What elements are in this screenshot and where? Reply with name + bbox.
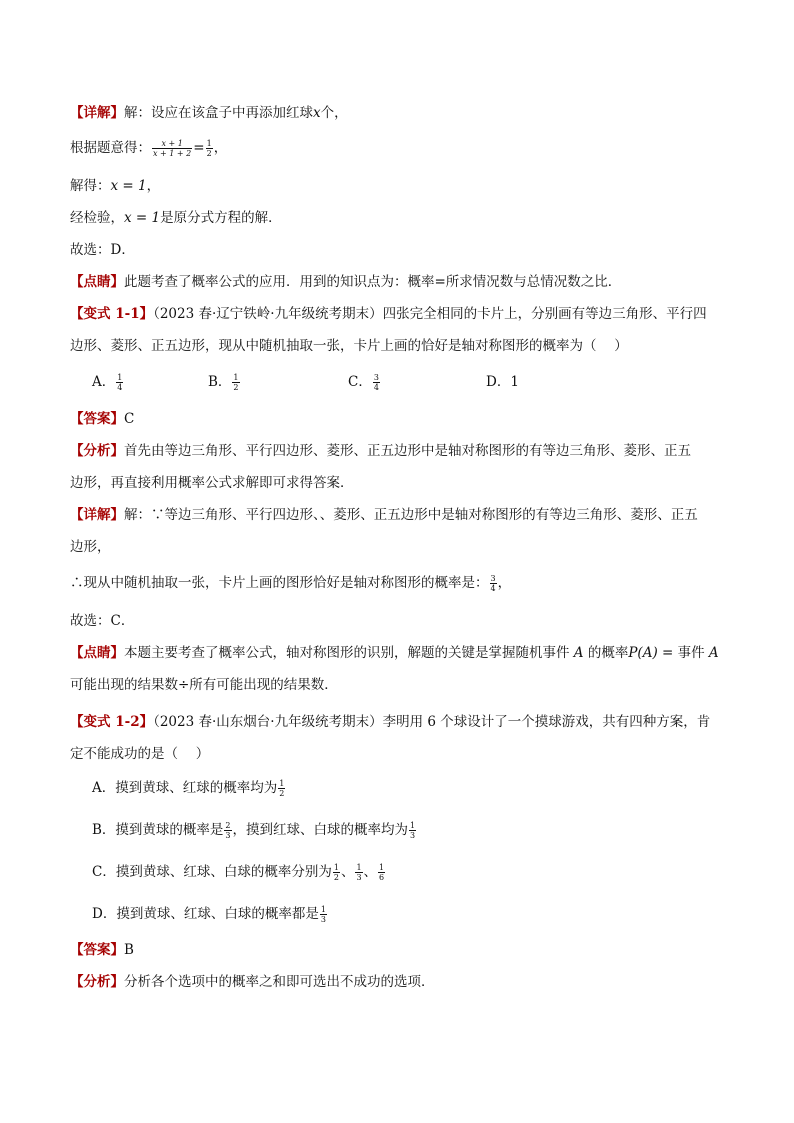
choice-fraction [355, 863, 362, 882]
variable-x: x [313, 105, 321, 121]
detail-line-2 [70, 506, 698, 524]
comment-text: 的概率 [583, 645, 629, 661]
choice-text: B．摸到黄球的概率是 [92, 822, 224, 838]
answer-value: C [124, 411, 135, 427]
fraction-lhs [152, 139, 192, 158]
separator: 、 [363, 864, 378, 880]
option-fraction [373, 373, 380, 392]
answer-tag: 【答案】 [70, 411, 124, 427]
fraction-denominator: 2 [206, 149, 212, 158]
option-label: B． [208, 374, 232, 390]
fraction-denominator: 3 [356, 873, 362, 882]
fraction-numerator: x + 1 [152, 139, 192, 149]
answer-tag: 【答案】 [70, 942, 124, 958]
option-label: A． [92, 374, 116, 390]
check-tail: 是原分式方程的解． [160, 210, 282, 226]
fraction-denominator: 3 [410, 831, 416, 840]
variant-text: 定不能成功的是（ ） [70, 746, 210, 762]
comment-tag: 【点睛】 [70, 645, 124, 661]
analysis-line-2 [70, 474, 354, 492]
solution-math: x = 1 [110, 178, 147, 194]
equals-sign: = [193, 140, 205, 156]
variant-1-1-line-2 [70, 337, 628, 355]
choice-text: C．摸到黄球、红球、白球的概率分别为 [92, 864, 332, 880]
variant-1-2-line-2 [70, 745, 209, 763]
choice-fraction [409, 821, 416, 840]
probability-notation: P(A) [628, 645, 658, 661]
answer-value: B [124, 942, 134, 958]
detail-text: 边形， [70, 539, 111, 555]
fraction-numerator: 1 [356, 863, 362, 872]
choose-line-2 [70, 612, 134, 630]
detail-tag: 【详解】 [70, 507, 124, 523]
fraction-numerator: 1 [279, 779, 285, 788]
fraction-numerator: 2 [225, 821, 231, 830]
variant-1-2-line-1 [70, 713, 710, 731]
comment-text: 可能出现的结果数÷所有可能出现的结果数． [70, 677, 338, 693]
analysis-text: 边形，再直接利用概率公式求解即可求得答案． [70, 475, 354, 491]
fraction-numerator: 1 [233, 373, 239, 382]
option-label: C． [348, 374, 372, 390]
fraction-numerator: 1 [320, 905, 326, 914]
fraction-numerator: 1 [117, 373, 123, 382]
comment-text: = 事件 [657, 645, 709, 661]
choose-text: 故选：D． [70, 242, 135, 258]
check-label: 经检验， [70, 210, 124, 226]
fraction-numerator: 1 [379, 863, 385, 872]
choice-d [92, 902, 328, 926]
equation-tail: ， [213, 140, 228, 156]
detail-line-3 [70, 538, 111, 556]
analysis-text: 首先由等边三角形、平行四边形、菱形、正五边形中是轴对称图形的有等边三角形、菱形、正五 [124, 443, 691, 459]
fraction-denominator: 3 [320, 915, 326, 924]
fraction-numerator: 1 [333, 863, 339, 872]
variant-tag: 【变式 1-1】 [70, 306, 154, 322]
choice-fraction [224, 821, 231, 840]
separator: 、 [340, 864, 355, 880]
choice-c [92, 860, 386, 884]
variant-text: （2023 春·山东烟台·九年级统考期末）李明用 6 个球设计了一个摸球游戏，共有四种方案，肯 [153, 714, 711, 730]
variant-text: （2023 春·辽宁铁岭·九年级统考期末）四张完全相同的卡片上，分别画有等边三角形、平行四 [153, 306, 707, 322]
detail-text: 解：∵等边三角形、平行四边形、、菱形、正五边形中是轴对称图形的有等边三角形、菱形、正五 [124, 507, 698, 523]
option-b [208, 370, 241, 394]
analysis-text: 分析各个选项中的概率之和即可选出不成功的选项． [124, 974, 435, 990]
probability-fraction [490, 574, 497, 593]
analysis-tag: 【分析】 [70, 974, 124, 990]
solve-label: 解得： [70, 178, 111, 194]
choice-text: D．摸到黄球、红球、白球的概率都是 [92, 906, 319, 922]
variant-tag: 【变式 1-2】 [70, 714, 154, 730]
analysis-tag: 【分析】 [70, 443, 124, 459]
variant-1-1-line-1 [70, 305, 707, 323]
check-line [70, 209, 282, 227]
choice-a [92, 776, 286, 800]
comment-text: 此题考查了概率公式的应用．用到的知识点为：概率=所求情况数与总情况数之比． [124, 274, 622, 290]
answer-line-1 [70, 410, 134, 428]
option-fraction [116, 373, 123, 392]
comment-tag: 【点睛】 [70, 274, 124, 290]
option-a [92, 370, 124, 394]
choice-fraction [333, 863, 340, 882]
fraction-denominator: 2 [233, 383, 239, 392]
option-fraction [232, 373, 239, 392]
detail-line-1 [70, 104, 348, 122]
analysis-line-3 [70, 973, 435, 991]
variant-text: 边形、菱形、正五边形，现从中随机抽取一张，卡片上画的恰好是轴对称图形的概率为（ ） [70, 338, 628, 354]
fraction-denominator: 2 [333, 873, 339, 882]
comment-text: 本题主要考查了概率公式，轴对称图形的识别，解题的关键是掌握随机事件 [124, 645, 574, 661]
fraction-denominator: 3 [225, 831, 231, 840]
comment-line-3 [70, 676, 338, 694]
detail-text: ∴现从中随机抽取一张，卡片上画的图形恰好是轴对称图形的概率是： [70, 575, 489, 591]
choice-fraction [278, 779, 285, 798]
fraction-denominator: x + 1 + 2 [153, 149, 192, 158]
fraction-denominator: 4 [490, 584, 496, 593]
choice-text: A．摸到黄球、红球的概率均为 [92, 780, 278, 796]
detail-text-tail: 个， [320, 105, 348, 121]
choice-fraction [320, 905, 327, 924]
choose-line-1 [70, 241, 135, 259]
solve-line [70, 177, 160, 195]
fraction-numerator: 1 [206, 139, 212, 148]
variable-a: A [573, 645, 584, 661]
choose-text: 故选：C． [70, 613, 135, 629]
choice-fraction [378, 863, 385, 882]
equation-label: 根据题意得： [70, 140, 151, 156]
variable-a: A [708, 645, 719, 661]
fraction-denominator: 2 [279, 789, 285, 798]
answer-line-2 [70, 941, 134, 959]
detail-line-4 [70, 571, 511, 595]
fraction-rhs [206, 139, 213, 158]
choice-text: ，摸到红球、白球的概率均为 [232, 822, 409, 838]
fraction-numerator: 3 [490, 574, 496, 583]
check-math: x = 1 [124, 210, 161, 226]
equation-line [70, 136, 227, 160]
option-c [348, 370, 381, 394]
fraction-denominator: 4 [117, 383, 123, 392]
option-d [486, 373, 519, 391]
option-label: D．1 [486, 374, 519, 390]
solve-tail: ， [146, 178, 161, 194]
fraction-numerator: 3 [373, 373, 379, 382]
fraction-denominator: 4 [373, 383, 379, 392]
comment-line-1 [70, 273, 621, 291]
fraction-denominator: 6 [379, 873, 385, 882]
detail-tag: 【详解】 [70, 105, 124, 121]
detail-tail: ， [497, 575, 512, 591]
comment-line-2 [70, 644, 719, 662]
fraction-numerator: 1 [410, 821, 416, 830]
detail-text: 解：设应在该盒子中再添加红球 [124, 105, 313, 121]
analysis-line-1 [70, 442, 691, 460]
choice-b [92, 818, 417, 842]
